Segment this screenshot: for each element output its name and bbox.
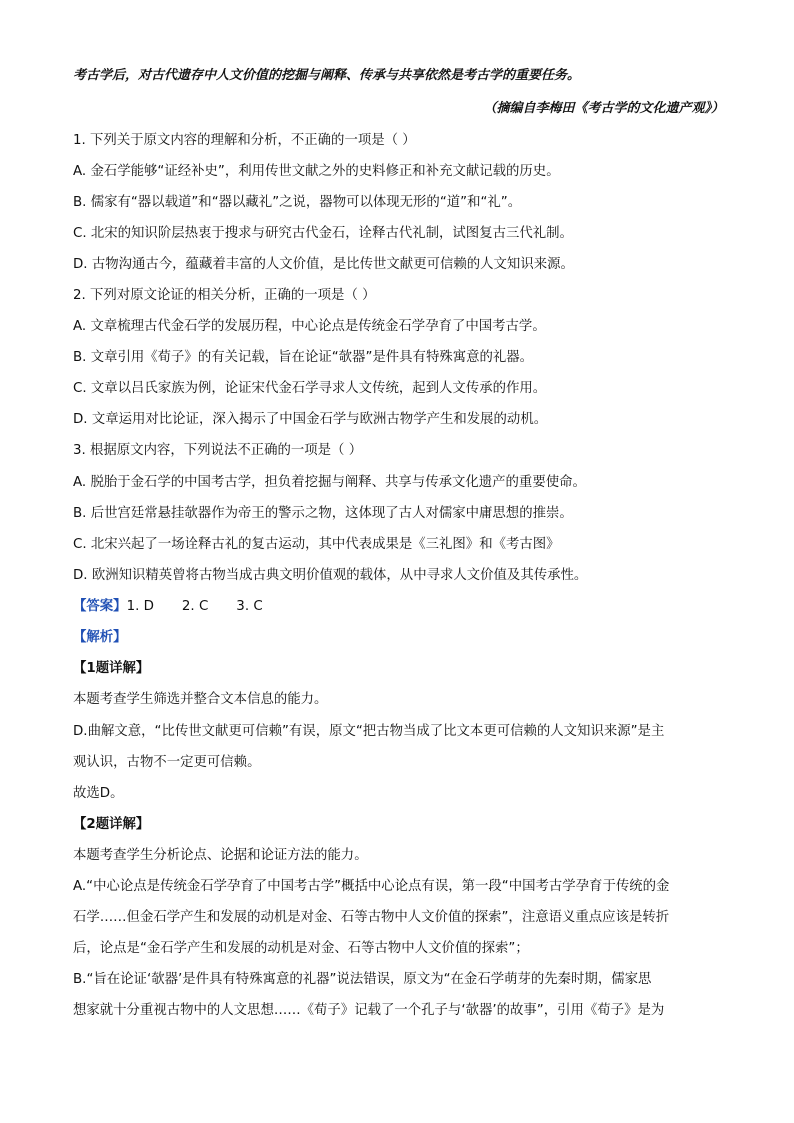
question-3-option-a: A. 脱胎于金石学的中国考古学，担负着挖掘与阐释、共享与传承文化遗产的重要使命。 [73,475,586,490]
question-3-stem: 3. 根据原文内容，下列说法不正确的一项是（ ） [73,443,363,458]
question-2-stem: 2. 下列对原文论证的相关分析，正确的一项是（ ） [73,288,376,303]
detail-2-line: 石学……但金石学产生和发展的动机是对金、石等古物中人文价值的探索”，注意语义重点应该是转折 [73,910,670,925]
analysis-label: 【解析】 [73,630,127,645]
passage-source: （摘编自李梅田《考古学的文化遗产观》） [483,101,724,116]
question-1-option-a: A. 金石学能够“证经补史”，利用传世文献之外的史料修正和补充文献记载的历史。 [73,164,560,179]
passage-closing-line: 考古学后，对古代遗存中人文价值的挖掘与阐释、传承与共享依然是考古学的重要任务。 [73,68,581,83]
detail-1-line: 观认识，古物不一定更可信赖。 [73,755,261,770]
detail-2-heading: 【2题详解】 [73,817,150,832]
detail-2-line: 后，论点是“金石学产生和发展的动机是对金、石等古物中人文价值的探索”； [73,941,529,956]
question-3-option-d: D. 欧洲知识精英曾将古物当成古典文明价值观的载体，从中寻求人文价值及其传承性。 [73,568,588,583]
question-2-option-c: C. 文章以吕氏家族为例，论证宋代金石学寻求人文传统，起到人文传承的作用。 [73,381,547,396]
detail-2-line: B.“旨在论证‘欹器’是件具有特殊寓意的礼器”说法错误，原文为“在金石学萌芽的先秦时期，儒家思 [73,972,652,987]
question-2-option-d: D. 文章运用对比论证，深入揭示了中国金石学与欧洲古物学产生和发展的动机。 [73,412,548,427]
detail-1-heading: 【1题详解】 [73,661,150,676]
question-3-option-b: B. 后世宫廷常悬挂欹器作为帝王的警示之物，这体现了古人对儒家中庸思想的推崇。 [73,506,573,521]
detail-2-line: 想家就十分重视古物中的人文思想……《荀子》记载了一个孔子与‘欹器’的故事”，引用《荀子》是为 [73,1003,665,1018]
detail-1-line: 故选D。 [73,786,124,801]
question-1-option-b: B. 儒家有“器以载道”和“器以藏礼”之说，器物可以体现无形的“道”和“礼”。 [73,195,522,210]
question-3-option-c: C. 北宋兴起了一场诠释古礼的复古运动，其中代表成果是《三礼图》和《考古图》 [73,537,560,552]
answer-1: 1. D [126,599,154,614]
question-2-option-b: B. 文章引用《荀子》的有关记载，旨在论证“欹器”是件具有特殊寓意的礼器。 [73,350,534,365]
answer-line [73,597,263,617]
question-2-option-a: A. 文章梳理古代金石学的发展历程，中心论点是传统金石学孕育了中国考古学。 [73,319,546,334]
question-1-option-c: C. 北宋的知识阶层热衷于搜求与研究古代金石，诠释古代礼制，试图复古三代礼制。 [73,226,573,241]
detail-2-line: A.“中心论点是传统金石学孕育了中国考古学”概括中心论点有误，第一段“中国考古学孕育于传统的金 [73,879,670,894]
question-1-option-d: D. 古物沟通古今，蕴藏着丰富的人文价值，是比传世文献更可信赖的人文知识来源。 [73,257,574,272]
answer-3: 3. C [236,599,263,614]
detail-1-line: D.曲解文意，“比传世文献更可信赖”有误，原文“把古物当成了比文本更可信赖的人文知识来源”是主 [73,724,665,739]
detail-1-line: 本题考查学生筛选并整合文本信息的能力。 [73,692,328,707]
question-1-stem: 1. 下列关于原文内容的理解和分析，不正确的一项是（ ） [73,133,416,148]
answer-label: 【答案】 [73,599,127,614]
answer-2: 2. C [181,599,209,614]
detail-2-line: 本题考查学生分析论点、论据和论证方法的能力。 [73,848,368,863]
